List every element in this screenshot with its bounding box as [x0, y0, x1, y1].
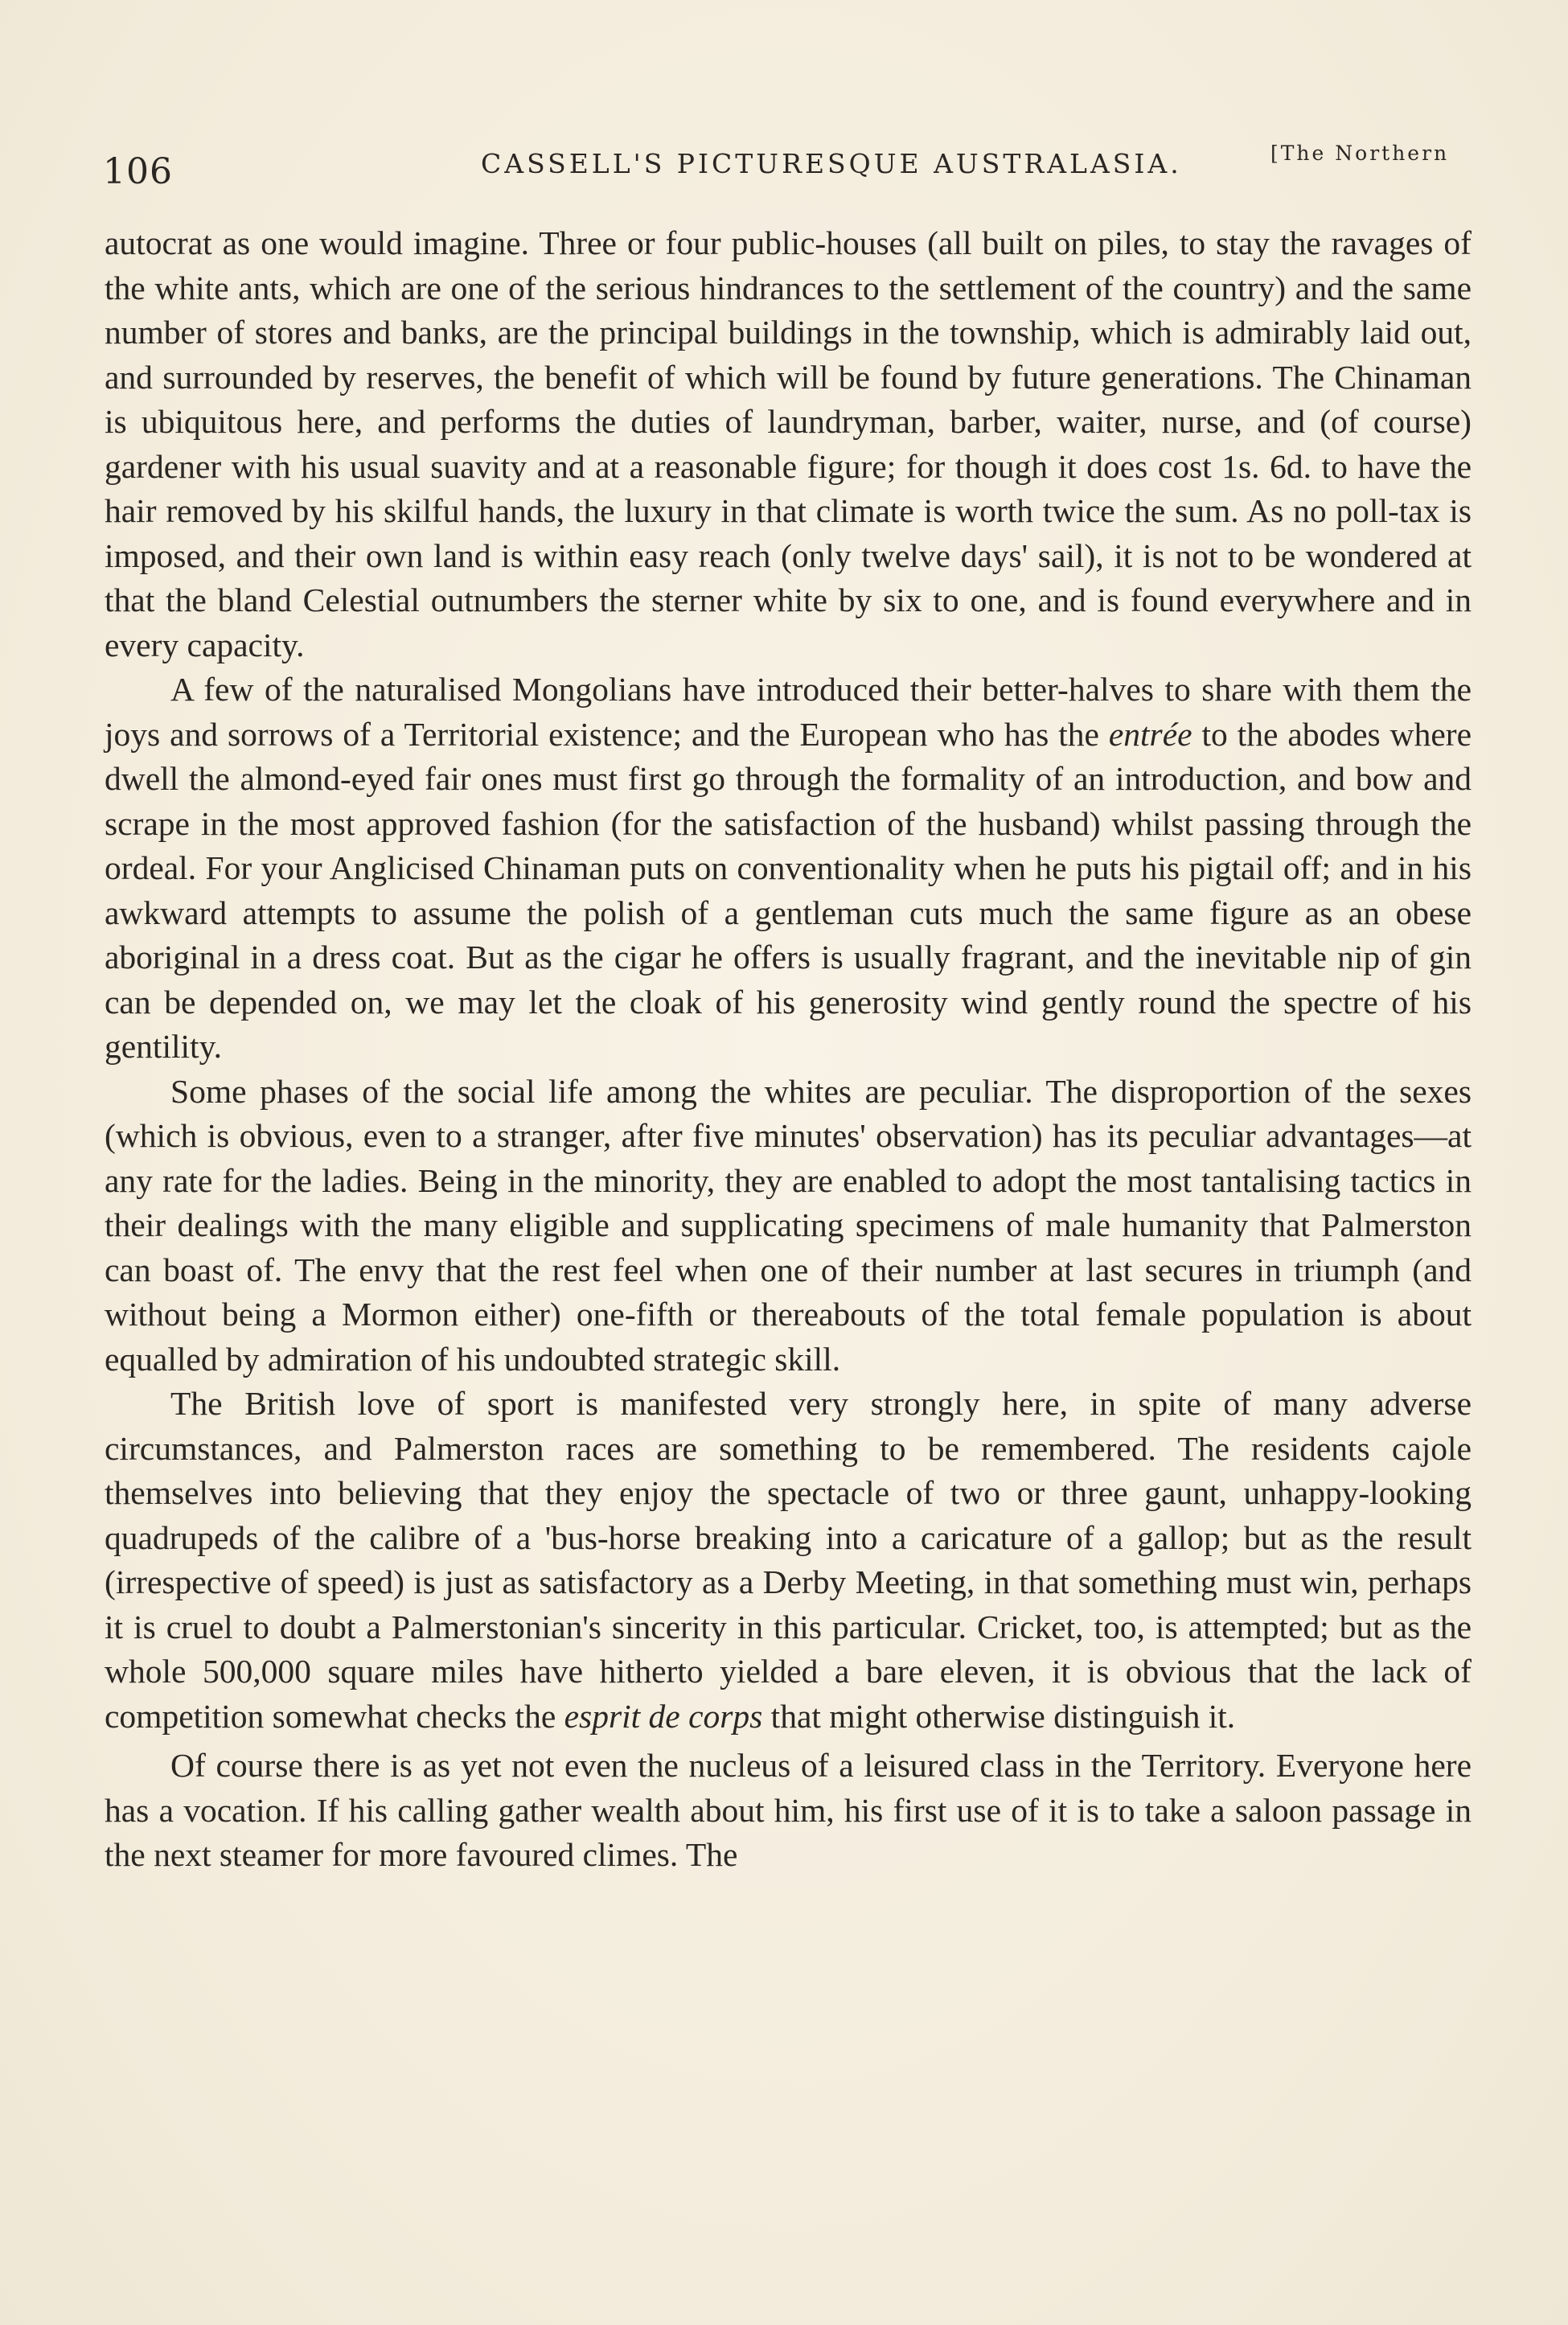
- page-number: 106: [103, 151, 173, 192]
- paragraph: [105, 1070, 1472, 1382]
- text-run: to the abodes where dwell the almond-eyed fair ones must first go through the formality of an introduction, and bow and scrape in the most approved fashion (for the satisfaction of the husband) whilst passing through the ordeal. For your Anglicised Chinaman puts on conventionality when he puts his pigtail off; and in his awkward attempts to assume the polish of a gentleman cuts much the same figure as an obese aboriginal in a dress coat. But as the cigar he offers is usually fragrant, and the inevitable nip of gin can be depended on, we may let the cloak of his generosity wind gently round the spectre of his gentility.: [105, 715, 1472, 1065]
- page-header: [103, 142, 1454, 198]
- section-label: [The Northern: [1270, 142, 1450, 165]
- text-run: Some phases of the social life among the whites are peculiar. The disproportion of the sexes (which is obvious, even to a stranger, after five minutes' observation) has its peculiar advantages—at any rate for the ladies. Being in the minority, they are enabled to adopt the most tantalising tactics in their dealings with the many eligible and supplicating specimens of male humanity that Palmerston can boast of. The envy that the rest feel when one of their number at last secures in triumph (and without being a Mormon either) one-fifth or thereabouts of the total female population is about equalled by admiration of his undoubted strategic skill.: [105, 1072, 1472, 1378]
- text-run: The British love of sport is manifested very strongly here, in spite of many adverse circumstances, and Palmerston races are something to be remembered. The residents cajole themselves into believing that they enjoy the spectacle of two or three gaunt, unhappy-looking quadrupeds of the calibre of a 'bus-horse breaking into a caricature of a gallop; but as the result (irrespective of speed) is just as satisfactory as a Derby Meeting, in that something must win, perhaps it is cruel to doubt a Palmerstonian's sincerity in this particular. Cricket, too, is attempted; but as the whole 500,000 square miles have hitherto yielded a bare eleven, it is obvious that the lack of competition somewhat checks the: [105, 1385, 1472, 1735]
- text-run: Of course there is as yet not even the nucleus of a leisured class in the Territory. Everyone here has a vocation. If his calling gather wealth about him, his first use of it is to take a saloon passage in the next steamer for more favoured climes. The: [105, 1747, 1472, 1873]
- running-title: CASSELL'S PICTURESQUE AUSTRALASIA.: [481, 148, 1182, 179]
- paragraph: [105, 1744, 1472, 1878]
- italic-text: entrée: [1108, 715, 1192, 753]
- paragraph: [105, 221, 1472, 668]
- text-run: A few of the naturalised Mongolians have introduced their better-halves to share with them the joys and sorrows of a Territorial existence; and the European who has the: [105, 671, 1472, 753]
- body-text: [105, 221, 1472, 1878]
- paragraph: [105, 1382, 1472, 1739]
- text-run: that might otherwise distinguish it.: [762, 1697, 1236, 1735]
- italic-text: esprit de corps: [564, 1697, 763, 1735]
- paragraph: [105, 668, 1472, 1070]
- text-run: autocrat as one would imagine. Three or four public-houses (all built on piles, to stay the ravages of the white ants, which are one of the serious hindrances to the settlement of the country) and the same number of stores and banks, are the principal buildings in the township, which is admirably laid out, and surrounded by reserves, the benefit of which will be found by future generations. The Chinaman is ubiquitous here, and performs the duties of laundryman, barber, waiter, nurse, and (of course) gardener with his usual suavity and at a reasonable figure; for though it does cost 1s. 6d. to have the hair removed by his skilful hands, the luxury in that climate is worth twice the sum. As no poll-tax is imposed, and their own land is within easy reach (only twelve days' sail), it is not to be wondered at that the bland Celestial outnumbers the sterner white by six to one, and is found everywhere and in every capacity.: [105, 224, 1472, 663]
